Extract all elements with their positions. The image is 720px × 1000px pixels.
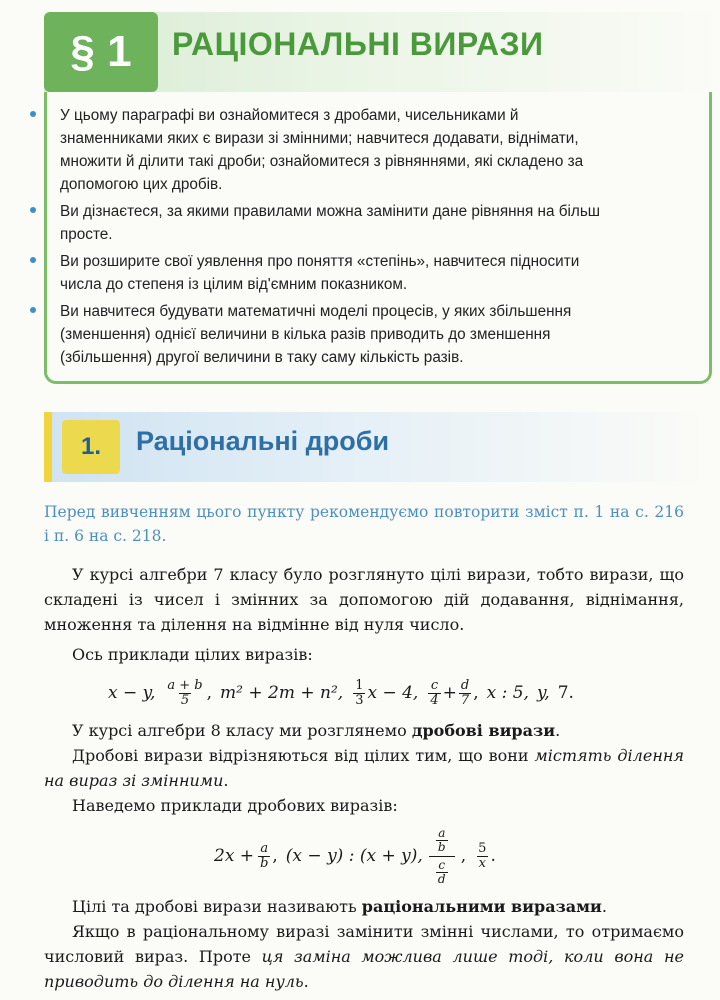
paragraph-fractional-difference: Дробові вирази відрізняються від цілих тим, що вони містять ділення на вираз зі змінними. <box>44 746 684 790</box>
bullet-icon <box>30 307 36 313</box>
bullet-icon <box>30 257 36 263</box>
bullet-icon <box>30 207 36 213</box>
fractional-expressions-formula: 2x + $\frac{a}{b}$ , (x − y) : (x + y), a b c d , $\frac{5}{x}$ . <box>214 825 496 886</box>
paragraph-integer-expressions: У курсі алгебри 7 класу було розглянуто цілі вирази, тобто вирази, що складені із чисел і змінних за допомогою дій додавання, віднімання, множення та ділення на відмінне від нуля число. <box>44 565 684 634</box>
section-title: Раціональні дроби <box>136 426 390 456</box>
paragraph-integer-examples: Ось приклади цілих виразів: <box>72 645 313 664</box>
fraction: $\frac{c}{4}$ <box>430 677 439 708</box>
section-stripe <box>44 412 52 482</box>
intro-item: Ви навчитеся будувати математичні моделі процесів, у яких збільшення (зменшення) однієї величини в кілька разів приводить до зменшення (збільшення) другої величини в таку саму кількість разів. <box>60 300 610 369</box>
intro-item: Ви розширите свої уявлення про поняття «степінь», навчитеся підносити числа до степеня із цілим від'ємним показником. <box>60 250 610 296</box>
paragraph-fractional-examples: Наведемо приклади дробових виразів: <box>72 796 398 815</box>
paragraph-fractional-intro: У курсі алгебри 8 класу ми розглянемо дробові вирази. <box>72 721 561 740</box>
bullet-icon <box>30 111 36 117</box>
fraction: $\frac{a + b}{5}$ <box>167 677 203 708</box>
fraction: $\frac{a}{b}$ <box>260 840 269 871</box>
fraction: $\frac{1}{3}$ <box>355 677 364 708</box>
intro-item: Ви дізнаєтеся, за якими правилами можна замінити дане рівняння на більш просте. <box>60 200 610 246</box>
paragraph-rational-definition: Цілі та дробові вирази називають раціональними виразами. <box>72 897 607 916</box>
compound-fraction: a b c d <box>429 827 455 886</box>
paragraph-substitution: Якщо в раціональному виразі замінити змінні числами, то отримаємо числовий вираз. Проте ця заміна можлива лише тоді, коли вона не приводить до ділення на нуль. <box>44 922 684 991</box>
section-number: 1. <box>62 420 120 474</box>
review-note: Перед вивченням цього пункту рекомендуємо повторити зміст п. 1 на с. 216 і п. 6 на с. 218. <box>44 503 684 545</box>
chapter-badge: § 1 <box>44 12 158 92</box>
chapter-title: РАЦІОНАЛЬНІ ВИРАЗИ <box>172 26 544 62</box>
fraction: $\frac{5}{x}$ <box>478 840 487 871</box>
fraction: $\frac{d}{7}$ <box>460 677 470 708</box>
integer-expressions-formula: x − y, $\frac{a + b}{5}$ , m² + 2m + n², $\frac{1}{3}$ x − 4, $\frac{c}{4}$ + $\frac{d}{7}$ , x : 5, y, 7. <box>108 677 574 708</box>
intro-item: У цьому параграфі ви ознайомитеся з дробами, чисельниками й знаменниками яких є вирази зі змінними; навчитеся додавати, віднімати, множити й ділити такі дроби; ознайомитеся з рівняннями, які складено за допомогою цих дробів. <box>60 104 610 196</box>
